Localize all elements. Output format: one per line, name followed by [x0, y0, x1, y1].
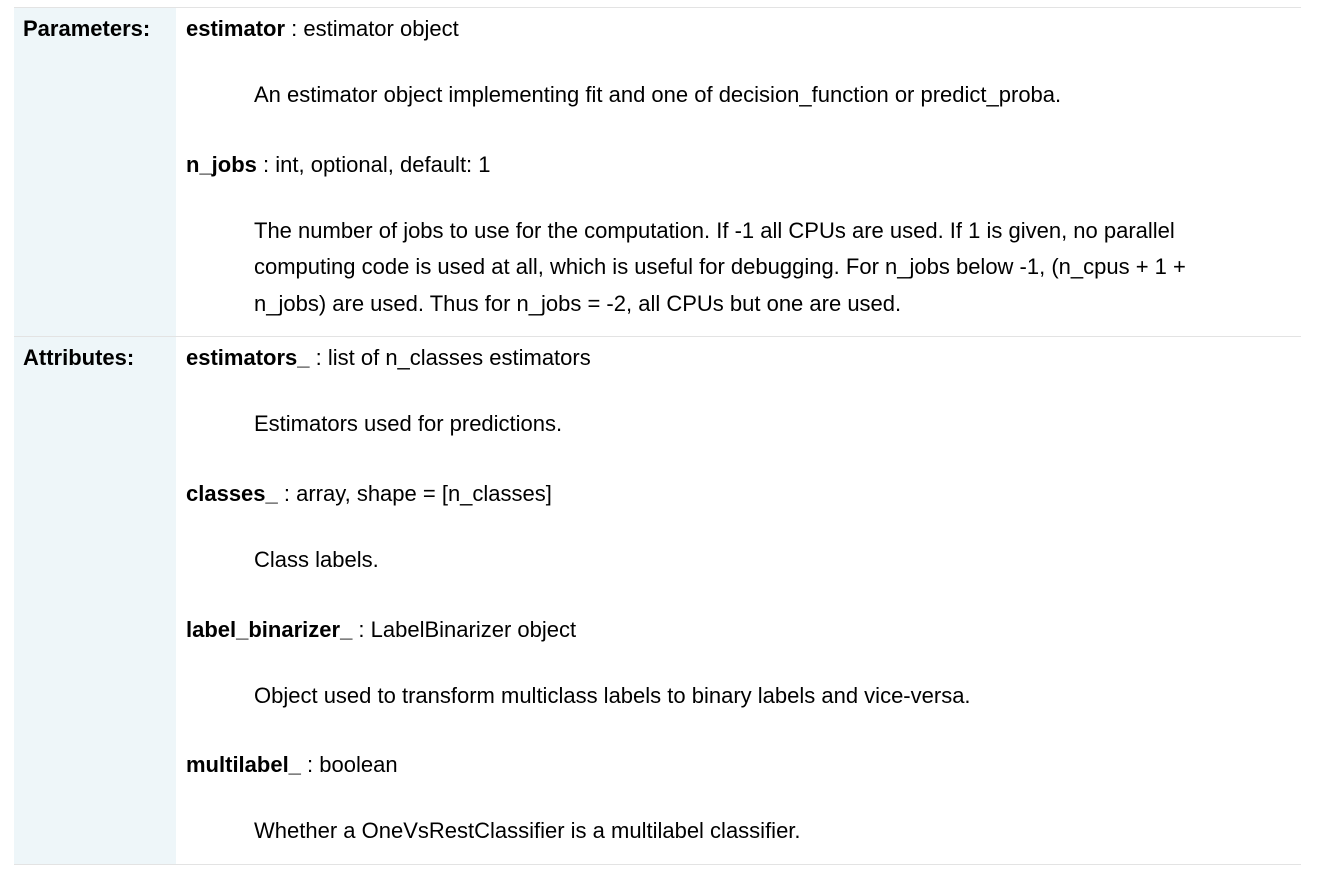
attr-description: Whether a OneVsRestClassifier is a multilabel classifier. [254, 818, 801, 844]
field-list-table [14, 7, 1301, 865]
attr-description: Object used to transform multiclass labels to binary labels and vice-versa. [254, 682, 971, 708]
parameters-row [14, 8, 1301, 337]
attr-description: Class labels. [254, 546, 379, 572]
attr-separator: : [352, 616, 371, 642]
parameters-body [176, 8, 1301, 337]
attr-head [186, 340, 1301, 376]
param-type: estimator object [303, 16, 459, 41]
parameters-label-cell [14, 8, 176, 337]
attr-name: estimators_ [186, 345, 310, 371]
attr-classes [186, 476, 1301, 609]
param-type: int, optional, default: 1 [275, 151, 491, 177]
attr-description: Estimators used for predictions. [254, 411, 563, 437]
attr-multilabel [186, 747, 1301, 864]
param-estimator [186, 11, 1301, 144]
param-name: estimator [186, 16, 286, 41]
attr-separator: : [300, 752, 320, 778]
attr-estimators [186, 340, 1301, 473]
param-n-jobs [186, 147, 1301, 337]
attr-label-binarizer [186, 612, 1301, 745]
attr-name: multilabel_ [186, 752, 301, 778]
attr-type: array, shape = [n_classes] [296, 480, 552, 506]
attr-type: list of n_classes estimators [327, 345, 591, 371]
attributes-row [14, 337, 1301, 864]
param-separator: : [256, 151, 276, 177]
attr-head [186, 612, 1301, 648]
param-description: An estimator object implementing fit and one of decision_function or predict_proba. [254, 82, 1062, 107]
attr-name: classes_ [186, 480, 278, 506]
parameters-label: Parameters: [23, 16, 151, 41]
param-separator: : [285, 16, 304, 41]
param-name: n_jobs [186, 151, 257, 177]
attr-head [186, 747, 1301, 783]
attr-head [186, 476, 1301, 512]
attr-type: LabelBinarizer object [370, 616, 577, 642]
param-head [186, 147, 1301, 183]
param-description: The number of jobs to use for the computation. If -1 all CPUs are used. If 1 is given, no parallel computing code is used at all, which is useful for debugging. For n_jobs below -1, (n_cpus + 1 + n_jobs) are used. Thus for n_jobs = -2, all CPUs but one are used. [254, 217, 1186, 316]
attr-type: boolean [319, 752, 398, 778]
attributes-body [176, 337, 1301, 864]
attributes-label: Attributes: [23, 345, 135, 371]
attr-separator: : [277, 480, 297, 506]
attributes-label-cell [14, 337, 176, 864]
param-head [186, 11, 1301, 47]
attr-separator: : [309, 345, 328, 371]
attr-name: label_binarizer_ [186, 616, 353, 642]
